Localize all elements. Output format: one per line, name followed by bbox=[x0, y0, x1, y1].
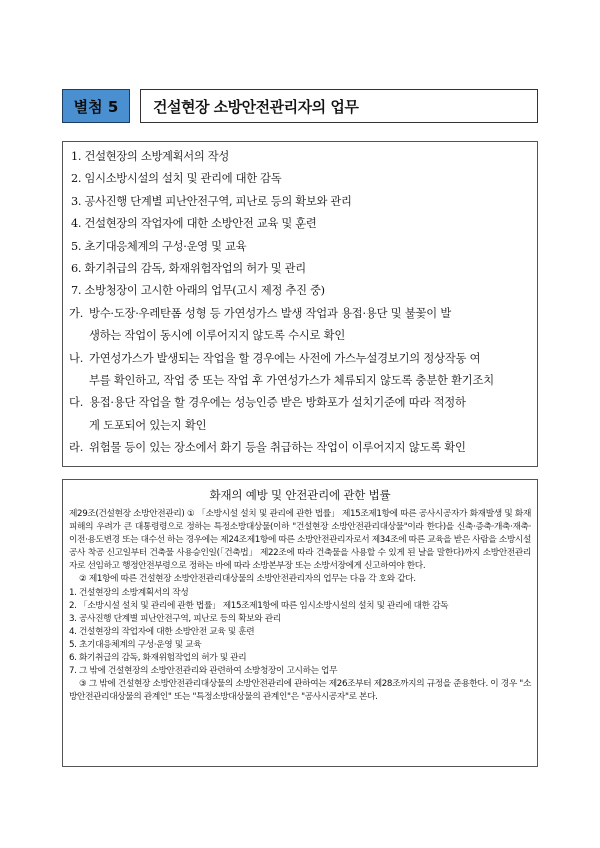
sub-item-text: 위험물 등이 있는 장소에서 화기 등을 취급하는 작업이 이루어지지 않도록 확인 bbox=[89, 441, 466, 455]
law-list-item: 5. 초기대응체계의 구성·운영 및 교육 bbox=[69, 639, 202, 650]
law-excerpt-box bbox=[62, 479, 538, 767]
law-list-item: 1. 건설현장의 소방계획서의 작성 bbox=[69, 587, 189, 598]
sub-item-text: 방수·도장·우레탄폼 성형 등 가연성가스 발생 작업과 용접·용단 및 불꽃이 발 bbox=[89, 306, 452, 320]
duty-item: 7. 소방청장이 고시한 아래의 업무(고시 제정 추진 중) bbox=[71, 284, 325, 298]
sub-item-text-cont: 게 도포되어 있는지 확인 bbox=[89, 418, 207, 432]
sub-item-text: 가연성가스가 발생되는 작업을 할 경우에는 사전에 가스누설경보기의 정상작동 여 bbox=[89, 351, 481, 365]
sub-item bbox=[69, 303, 527, 348]
duty-item: 2. 임시소방시설의 설치 및 관리에 대한 감독 bbox=[71, 172, 282, 186]
law-list-item: 7. 그 밖에 건설현장의 소방안전관리와 관련하여 소방청장이 고시하는 업무 bbox=[69, 666, 338, 677]
law-paragraph-3: ③ 그 밖에 건설현장 소방안전관리대상물의 소방안전관리에 관하여는 제26조부터 제28조까지의 규정을 준용한다. 이 경우 "소방안전관리대상물의 관계인" 또는 "특정소방대상물의 관계인"은 "공사시공자"로 본다. bbox=[69, 679, 531, 703]
page-title: 건설현장 소방안전관리자의 업무 bbox=[140, 89, 538, 123]
sub-item-marker: 나. bbox=[69, 351, 84, 365]
sub-item-text: 용접·용단 작업을 할 경우에는 성능인증 받은 방화포가 설치기준에 따라 적정하 bbox=[89, 396, 466, 410]
law-title: 화재의 예방 및 안전관리에 관한 법률 bbox=[209, 488, 391, 502]
attachment-badge: 별첨 5 bbox=[62, 89, 130, 123]
sub-item bbox=[69, 437, 527, 459]
sub-item-marker: 다. bbox=[69, 396, 84, 410]
duty-item: 4. 건설현장의 작업자에 대한 소방안전 교육 및 훈련 bbox=[71, 217, 317, 231]
duty-item: 1. 건설현장의 소방계획서의 작성 bbox=[71, 150, 230, 163]
page-header bbox=[62, 89, 538, 123]
sub-item-marker: 라. bbox=[69, 441, 84, 455]
law-list-item: 3. 공사진행 단계별 피난안전구역, 피난로 등의 확보와 관리 bbox=[69, 613, 281, 624]
duties-box bbox=[62, 141, 538, 467]
sub-item bbox=[69, 392, 527, 437]
duty-item: 6. 화기취급의 감독, 화재위험작업의 허가 및 관리 bbox=[71, 262, 306, 276]
duty-item: 3. 공사진행 단계별 피난안전구역, 피난로 등의 확보와 관리 bbox=[71, 194, 352, 208]
sub-item-marker: 가. bbox=[69, 306, 84, 320]
law-list-item: 6. 화기취급의 감독, 화재위험작업의 허가 및 관리 bbox=[69, 653, 247, 664]
law-paragraph-2: ② 제1항에 따른 건설현장 소방안전관리대상물의 소방안전관리자의 업무는 다음 각 호와 같다. bbox=[79, 574, 416, 585]
duty-item: 5. 초기대응체계의 구성·운영 및 교육 bbox=[71, 239, 247, 253]
sub-item bbox=[69, 348, 527, 393]
sub-item-text-cont: 생하는 작업이 동시에 이루어지지 않도록 수시로 확인 bbox=[89, 329, 346, 343]
law-list-item: 2. 「소방시설 설치 및 관리에 관한 법률」 제15조제1항에 따른 임시소방시설의 설치 및 관리에 대한 감독 bbox=[69, 600, 449, 611]
law-paragraph-1: 제29조(건설현장 소방안전관리) ① 「소방시설 설치 및 관리에 관한 법률」 제15조제1항에 따른 공사시공자가 화재발생 및 화재피해의 우려가 큰 대통령령으로 정하는 특정소방대상물(이하 "건설현장 소방안전관리대상물"이라 한다)을 신축·증축·개축·재축·이전·용도변경 또는 대수선 하는 경우에는 제24조제1항에 따른 소방안전관리자로서 제34조에 따른 교육을 받은 사람을 소방시설공사 착공 신고일부터 건축물 사용승인일(「건축법」 제22조에 따라 건축물을 사용할 수 있게 된 날을 말한다)까지 소방안전관리자로 선임하고 행정안전부령으로 정하는 바에 따라 소방본부장 또는 소방서장에게 신고하여야 한다. bbox=[69, 509, 531, 572]
sub-item-text-cont: 부를 확인하고, 작업 중 또는 작업 후 가연성가스가 체류되지 않도록 충분한 환기조치 bbox=[89, 374, 494, 388]
law-list-item: 4. 건설현장의 작업자에 대한 소방안전 교육 및 훈련 bbox=[69, 626, 255, 637]
